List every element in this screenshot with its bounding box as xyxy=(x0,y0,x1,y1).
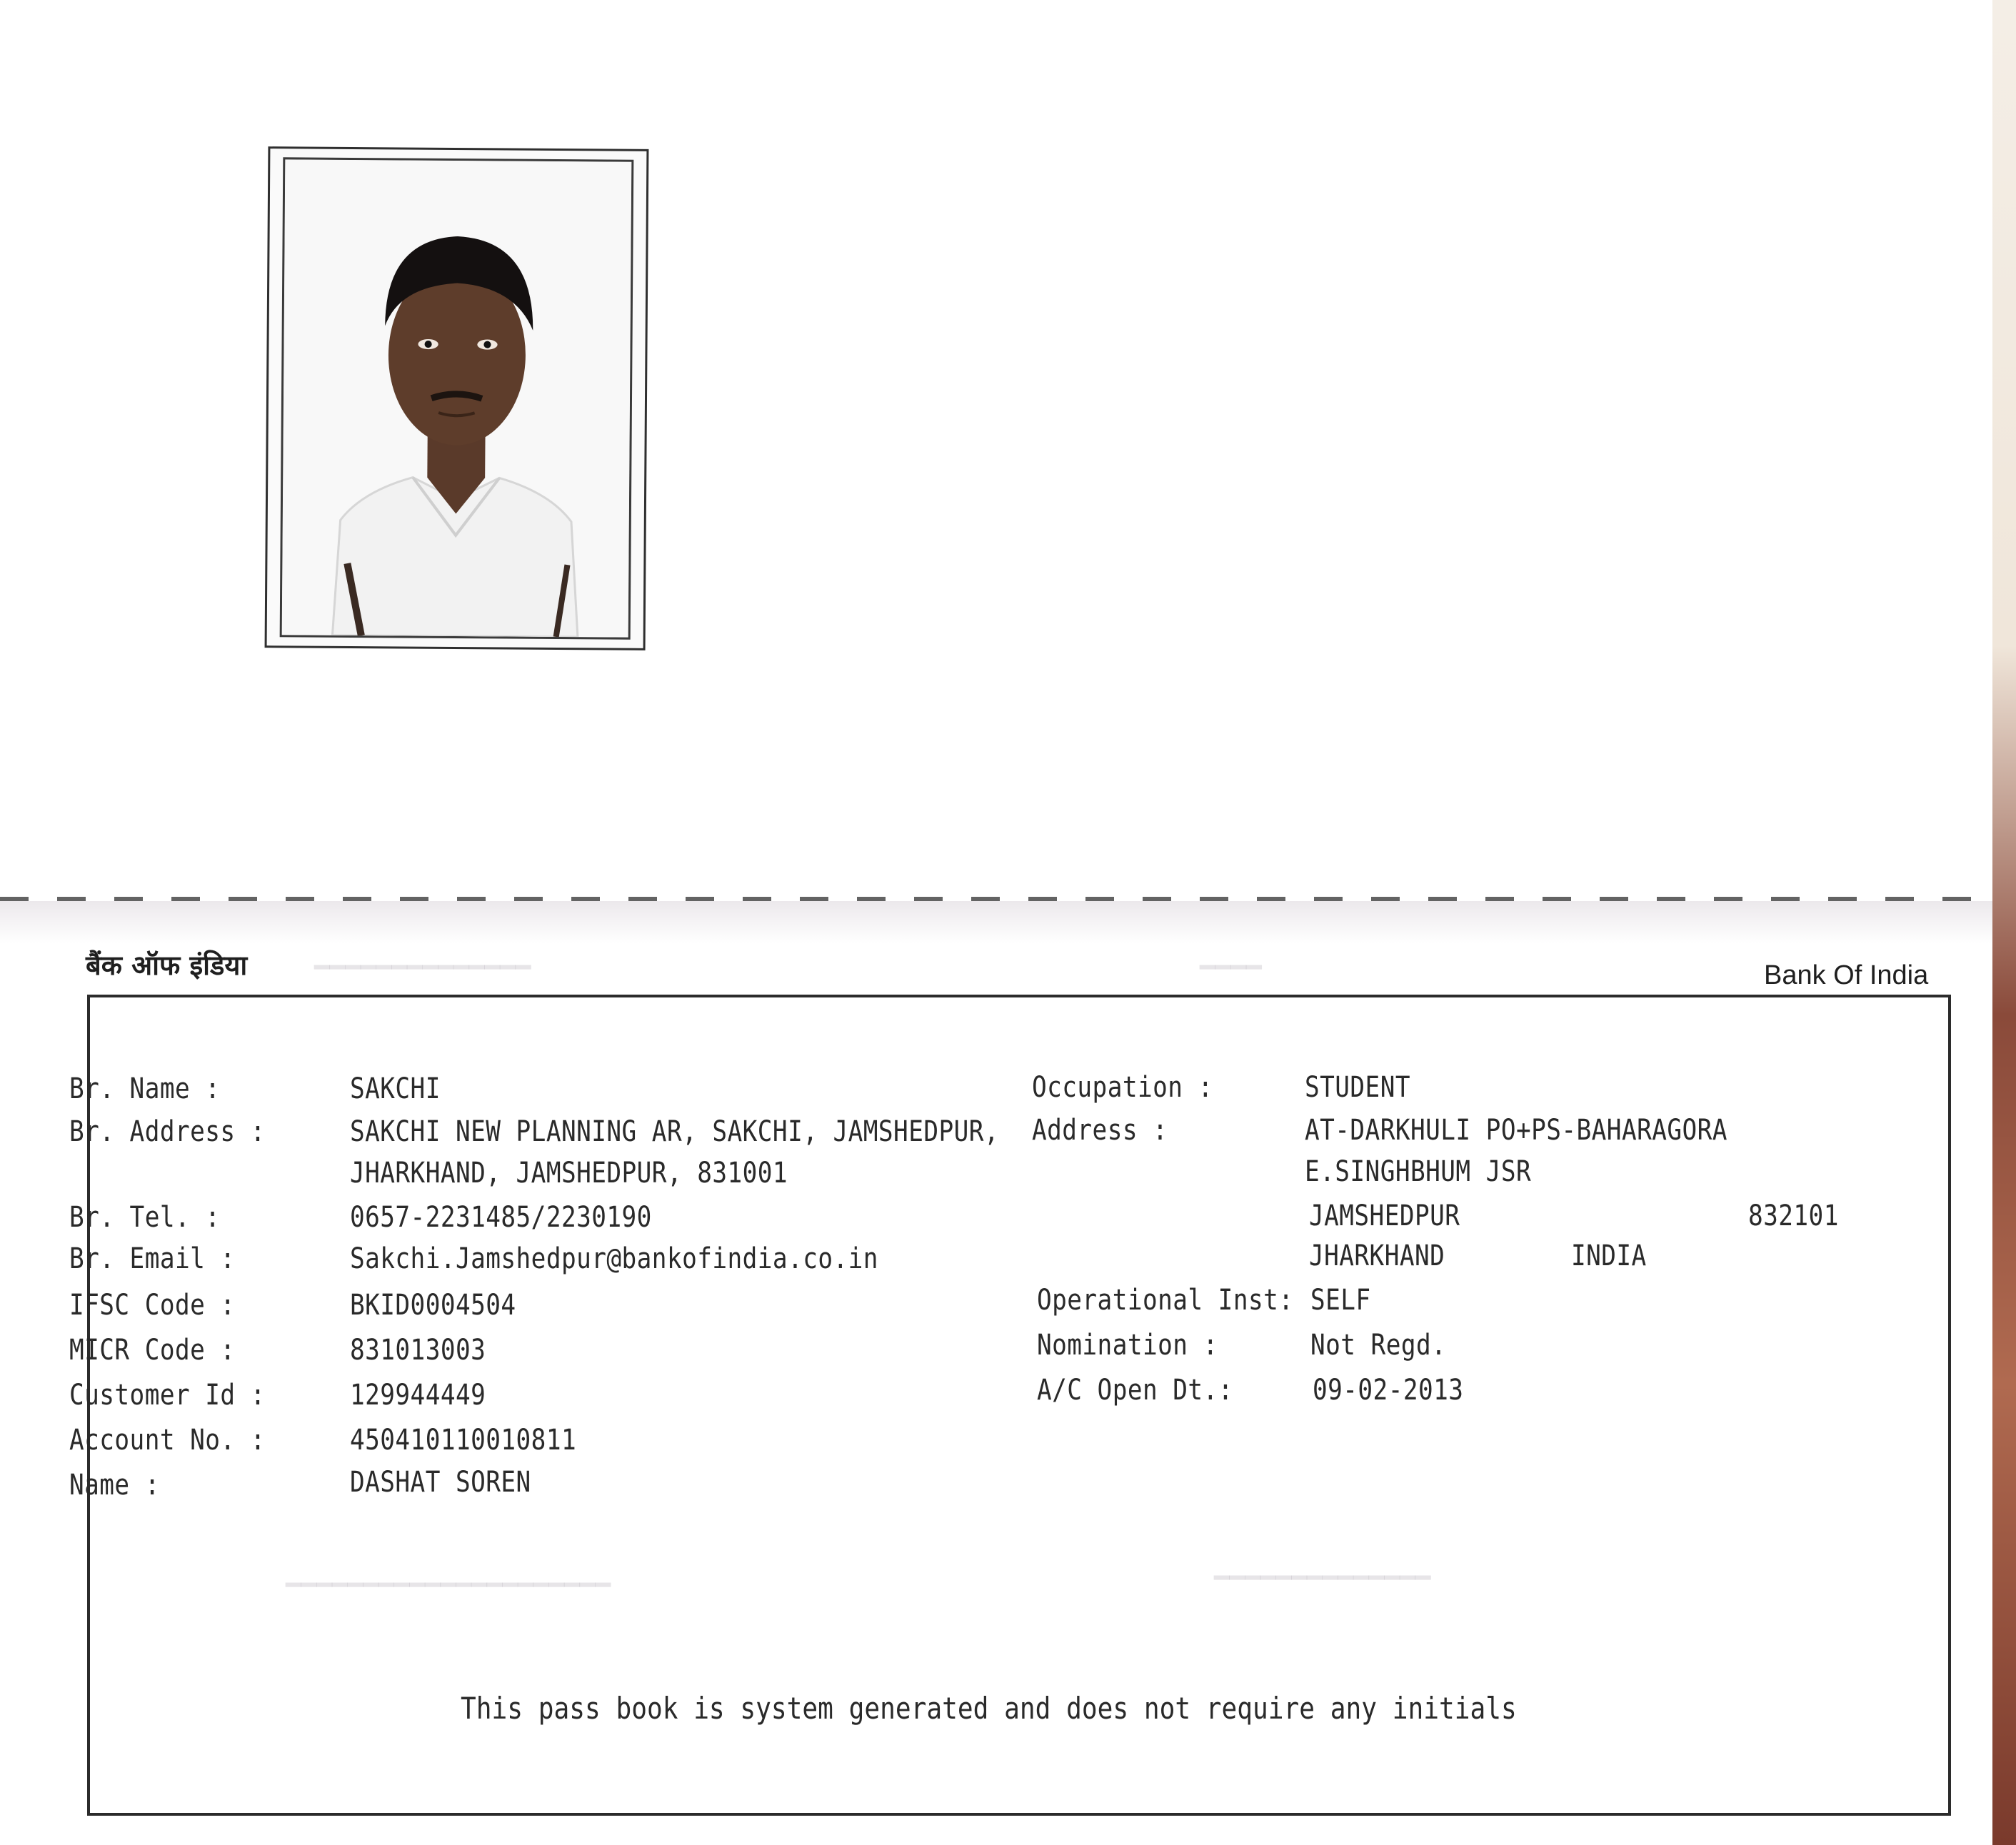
branch-email-label: Br. Email : xyxy=(69,1242,236,1275)
branch-email-value: Sakchi.Jamshedpur@bankofindia.co.in xyxy=(350,1242,878,1275)
bleed-through-text: ━━━━━━━━━━━━━━ xyxy=(1214,1564,1431,1593)
customer-name-label: Name : xyxy=(69,1469,160,1502)
operational-inst-label: Operational Inst: xyxy=(1037,1284,1294,1317)
customer-photo-frame xyxy=(265,146,649,650)
customer-address-line2: E.SINGHBHUM JSR xyxy=(1305,1155,1532,1188)
bleed-through-text: ━━━━━━━━━━━━━━ xyxy=(314,953,531,982)
branch-address-line1: SAKCHI NEW PLANNING AR, SAKCHI, JAMSHEDPUR, xyxy=(350,1115,1000,1148)
fold-shadow xyxy=(0,901,1992,944)
customer-name-value: DASHAT SOREN xyxy=(350,1466,531,1499)
account-no-value: 450410110010811 xyxy=(350,1424,577,1457)
system-generated-note: This pass book is system generated and does not require any initials xyxy=(461,1691,1517,1726)
customer-id-value: 129944449 xyxy=(350,1379,486,1412)
branch-address-line2: JHARKHAND, JAMSHEDPUR, 831001 xyxy=(350,1157,788,1190)
nomination-label: Nomination : xyxy=(1037,1329,1218,1362)
customer-address-line1: AT-DARKHULI PO+PS-BAHARAGORA xyxy=(1305,1114,1727,1147)
customer-id-label: Customer Id : xyxy=(69,1379,266,1412)
branch-address-label: Br. Address : xyxy=(69,1115,266,1148)
branch-tel-label: Br. Tel. : xyxy=(69,1201,221,1234)
nomination-value: Not Regd. xyxy=(1310,1329,1447,1362)
open-date-label: A/C Open Dt.: xyxy=(1037,1374,1233,1407)
occupation-label: Occupation : xyxy=(1032,1071,1213,1104)
ifsc-label: IFSC Code : xyxy=(69,1289,236,1322)
customer-address-pin: 832101 xyxy=(1748,1200,1839,1232)
customer-address-city: JAMSHEDPUR xyxy=(1309,1200,1460,1232)
customer-address-country: INDIA xyxy=(1571,1240,1647,1272)
branch-name-value: SAKCHI xyxy=(350,1072,441,1105)
bank-name-hindi: बैंक ऑफ इंडिया xyxy=(86,950,248,981)
customer-address-state: JHARKHAND xyxy=(1309,1240,1445,1272)
occupation-value: STUDENT xyxy=(1305,1071,1410,1104)
operational-inst-value: SELF xyxy=(1310,1284,1371,1317)
customer-photo xyxy=(280,157,634,639)
bleed-through-text: ━━━━━━━━━━━━━━━━━━━━━ xyxy=(286,1571,611,1600)
micr-label: MICR Code : xyxy=(69,1334,236,1367)
micr-value: 831013003 xyxy=(350,1334,486,1367)
page-edge-strip xyxy=(1992,0,2016,1845)
open-date-value: 09-02-2013 xyxy=(1313,1374,1464,1407)
branch-tel-value: 0657-2231485/2230190 xyxy=(350,1201,652,1234)
account-no-label: Account No. : xyxy=(69,1424,266,1457)
customer-address-label: Address : xyxy=(1032,1114,1168,1147)
bank-name-english: Bank Of India xyxy=(1764,960,1929,990)
branch-name-label: Br. Name : xyxy=(69,1072,221,1105)
bleed-through-text: ━━━━ xyxy=(1200,953,1262,982)
ifsc-value: BKID0004504 xyxy=(350,1289,516,1322)
